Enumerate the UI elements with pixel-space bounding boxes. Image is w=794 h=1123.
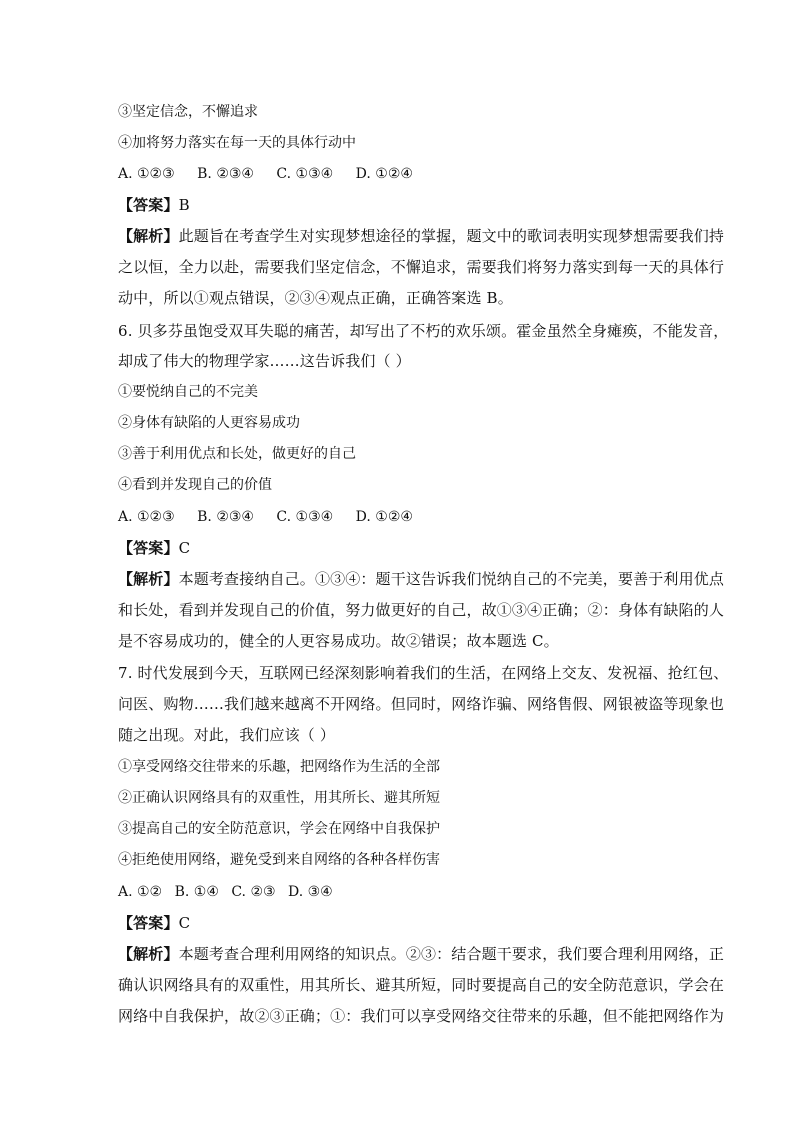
q7-choice-c: C. ②③ [231, 884, 276, 900]
q6-choice-b: B. ②③④ [197, 509, 254, 525]
analysis-text: 本题考查合理利用网络的知识点。②③：结合题干要求，我们要合理利用网络，正 [178, 945, 725, 963]
answer-value: C [178, 914, 191, 932]
q5-choice-b: B. ②③④ [197, 166, 254, 182]
analysis-tag: 【解析】 [118, 945, 179, 963]
answer-tag: 【答案】 [118, 914, 179, 932]
q6-stem-line-2: 却成了伟大的物理学家……这告诉我们（ ） [118, 352, 411, 370]
answer-value: B [178, 196, 190, 214]
q6-choice-c: C. ①③④ [276, 509, 334, 525]
q5-option-3: ③坚定信念，不懈追求 [118, 104, 258, 120]
q5-choices [118, 164, 431, 184]
answer-value: C [178, 539, 191, 557]
q7-stem-line-1: 7. 时代发展到今天，互联网已经深刻影响着我们的生活，在网络上交友、发祝福、抢红包、 [118, 664, 729, 682]
q7-analysis-line-2: 确认识网络具有的双重性，用其所长、避其所短，同时要提高自己的安全防范意识，学会在 [118, 976, 725, 994]
q7-option-1: ①享受网络交往带来的乐趣，把网络作为生活的全部 [118, 759, 440, 775]
q5-choice-a: A. ①②③ [118, 166, 175, 182]
analysis-text: 此题旨在考查学生对实现梦想途径的掌握，题文中的歌词表明实现梦想需要我们持 [178, 227, 725, 245]
q5-answer [118, 195, 190, 215]
q7-option-2: ②正确认识网络具有的双重性，用其所长、避其所短 [118, 790, 440, 806]
analysis-text: 本题考查接纳自己。①③④：题干这告诉我们悦纳自己的不完美，要善于利用优点 [178, 570, 725, 588]
q6-option-3: ③善于利用优点和长处，做更好的自己 [118, 446, 356, 462]
q5-analysis-line-1 [118, 226, 724, 246]
q7-choice-d: D. ③④ [288, 884, 333, 900]
q7-analysis-line-3: 网络中自我保护，故②③正确；①：我们可以享受网络交往带来的乐趣，但不能把网络作为 [118, 1007, 725, 1025]
q6-answer [118, 538, 190, 558]
q6-analysis-line-3: 是不容易成功的，健全的人更容易成功。故②错误；故本题选 C。 [118, 632, 559, 650]
q7-option-3: ③提高自己的安全防范意识，学会在网络中自我保护 [118, 821, 440, 837]
q7-stem-line-2: 问医、购物……我们越来越离不开网络。但同时，网络诈骗、网络售假、网银被盗等现象也 [118, 695, 725, 713]
q7-stem-line-3: 随之出现。对此，我们应该（ ） [118, 726, 336, 744]
q5-choice-d: D. ①②④ [355, 166, 413, 182]
q6-option-2: ②身体有缺陷的人更容易成功 [118, 415, 300, 431]
q6-choice-a: A. ①②③ [118, 509, 175, 525]
q7-choices [118, 882, 341, 902]
analysis-tag: 【解析】 [118, 227, 179, 245]
q7-choice-b: B. ①④ [174, 884, 219, 900]
q5-choice-c: C. ①③④ [276, 166, 334, 182]
q6-option-1: ①要悦纳自己的不完美 [118, 384, 258, 400]
q6-option-4: ④看到并发现自己的价值 [118, 477, 272, 493]
answer-tag: 【答案】 [118, 196, 179, 214]
q5-analysis-line-2: 之以恒，全力以赴，需要我们坚定信念，不懈追求，需要我们将努力落实到每一天的具体行 [118, 258, 725, 276]
q6-choices [118, 507, 431, 527]
q6-analysis-line-1 [118, 569, 724, 589]
q5-analysis-line-3: 动中，所以①观点错误，②③④观点正确，正确答案选 B。 [118, 289, 513, 307]
q7-choice-a: A. ①② [118, 884, 163, 900]
q6-analysis-line-2: 和长处，看到并发现自己的价值，努力做更好的自己，故①③④正确；②：身体有缺陷的人 [118, 601, 725, 619]
q6-choice-d: D. ①②④ [355, 509, 413, 525]
q6-stem-line-1: 6. 贝多芬虽饱受双耳失聪的痛苦，却写出了不朽的欢乐颂。霍金虽然全身瘫痪，不能发音， [118, 322, 729, 340]
q5-option-4: ④加将努力落实在每一天的具体行动中 [118, 135, 356, 151]
answer-tag: 【答案】 [118, 539, 179, 557]
analysis-tag: 【解析】 [118, 570, 179, 588]
q7-answer [118, 913, 190, 933]
q7-option-4: ④拒绝使用网络，避免受到来自网络的各种各样伤害 [118, 852, 440, 868]
q7-analysis-line-1 [118, 944, 724, 964]
